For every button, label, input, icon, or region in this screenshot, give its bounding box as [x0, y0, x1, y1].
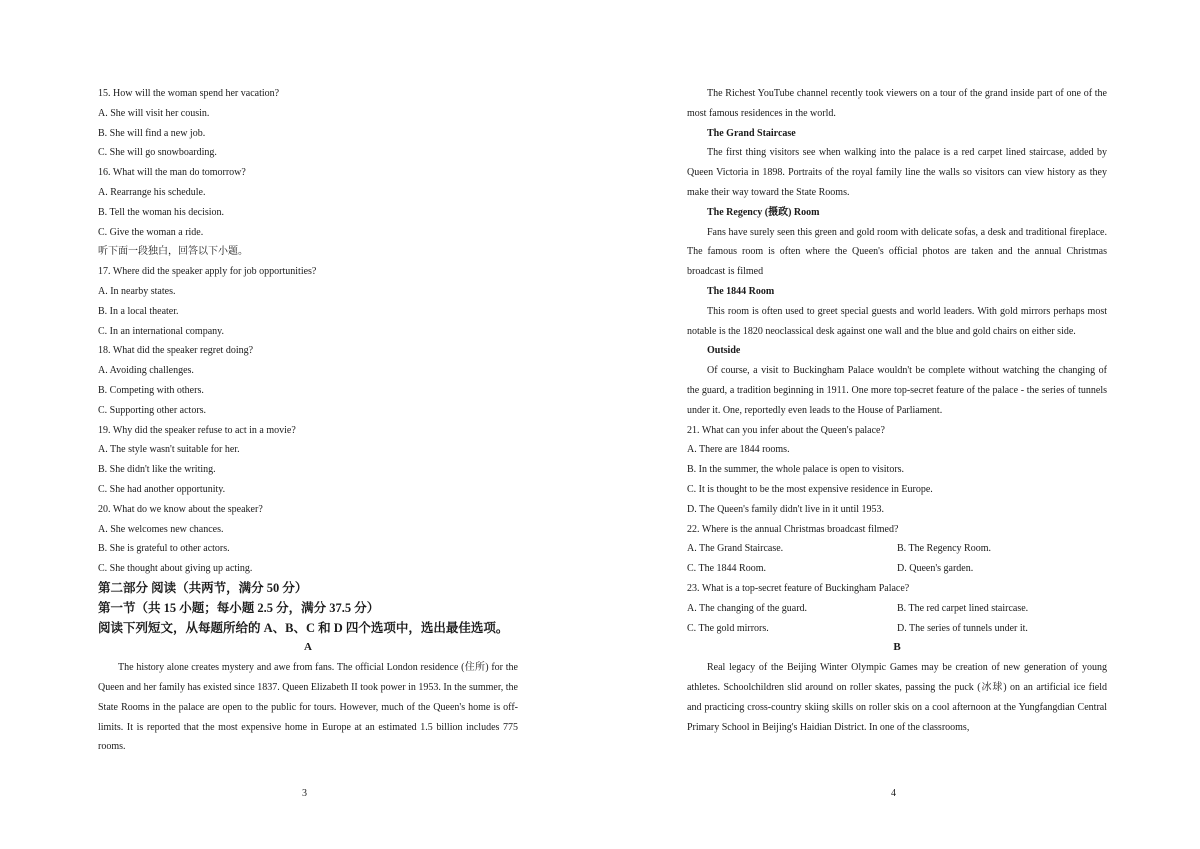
section-grand-staircase — [687, 124, 1107, 203]
option: A. She will visit her cousin. — [98, 107, 210, 119]
option: D. Queen's garden. — [897, 563, 974, 575]
option: B. In a local theater. — [98, 305, 179, 317]
option-row — [687, 619, 1107, 639]
option: A. The changing of the guard. — [687, 602, 808, 614]
question-stem: 23. What is a top-secret feature of Buckingham Palace? — [687, 582, 910, 594]
option: C. Give the woman a ride. — [98, 226, 204, 238]
passage-intro: The Richest YouTube channel recently took viewers on a tour of the grand inside part of one of the most famous residences in the world. — [687, 88, 1107, 119]
question-stem: 16. What will the man do tomorrow? — [98, 167, 246, 179]
option: A. The style wasn't suitable for her. — [98, 444, 240, 456]
section-regency-room — [687, 203, 1107, 282]
section-text: Fans have surely seen this green and gold room with delicate sofas, a desk and traditional fireplace. The famous room is often where the Queen's official photos are taken and the annual Christmas broadcast is filmed — [687, 226, 1107, 278]
passage-a-text: The history alone creates mystery and awe from fans. The official London residence (住所) for the Queen and her family has existed since 1837. Queen Elizabeth II took power in 1953. In the summer, the State Rooms in the palace are open to the public for tours. However, much of the Queen's home is off-limits. It is reported that the most expensive home in Europe at an estimated 1.5 billion includes 775 rooms. — [98, 662, 518, 753]
option: B. The red carpet lined staircase. — [897, 602, 1029, 614]
section-text: This room is often used to greet special guests and world leaders. With gold mirrors perhaps most notable is the 1820 neoclassical desk against one wall and the blue and gold chairs on either side. — [687, 305, 1107, 337]
option: A. The Grand Staircase. — [687, 543, 784, 555]
section-text: The first thing visitors see when walking into the palace is a red carpet lined staircase, added by Queen Victoria in 1898. Portraits of the royal family line the walls so visitors can view history as they make their way toward the State Rooms. — [687, 147, 1107, 198]
question-17 — [98, 262, 518, 341]
option: C. In an international company. — [98, 325, 224, 337]
question-20 — [98, 500, 518, 579]
option: A. Avoiding challenges. — [98, 365, 194, 377]
passage-b-text: Real legacy of the Beijing Winter Olympic Games may be creation of new generation of young athletes. Schoolchildren slid around on roller skates, passing the puck (冰球) on an artificial ice field and practicing cross-country skiing skills on roller skis on a cool afternoon at the Yungfangdian Central Primary School in Beijing's Haidian District. In one of the classrooms, — [687, 662, 1107, 733]
option: B. In the summer, the whole palace is open to visitors. — [687, 464, 905, 476]
option: B. She is grateful to other actors. — [98, 543, 230, 555]
option: C. Supporting other actors. — [98, 404, 207, 416]
option: D. The series of tunnels under it. — [897, 622, 1028, 634]
section-outside — [687, 341, 1107, 420]
section-title: The Regency (摄政) Room — [707, 206, 820, 218]
question-stem: 19. Why did the speaker refuse to act in a movie? — [98, 424, 296, 436]
question-16 — [98, 163, 518, 242]
part-two-heading: 第二部分 阅读（共两节，满分 50 分） — [98, 580, 308, 595]
option: C. She thought about giving up acting. — [98, 563, 253, 575]
section-text: Of course, a visit to Buckingham Palace wouldn't be complete without watching the changing of the guard, a tradition beginning in 1911. One more top-secret feature of the palace - the series of tunnels under it. One, reportedly even leads to the House of Parliament. — [687, 365, 1107, 416]
question-stem: 22. Where is the annual Christmas broadcast filmed? — [687, 523, 899, 535]
option: C. The 1844 Room. — [687, 563, 766, 575]
option: C. She had another opportunity. — [98, 483, 226, 495]
question-22 — [687, 520, 1107, 579]
question-stem: 15. How will the woman spend her vacation? — [98, 88, 280, 99]
right-page — [687, 84, 1107, 737]
question-stem: 18. What did the speaker regret doing? — [98, 345, 254, 357]
question-18 — [98, 341, 518, 420]
option: B. She didn't like the writing. — [98, 464, 216, 476]
page-number: 4 — [891, 788, 896, 799]
question-19 — [98, 421, 518, 500]
question-stem: 21. What can you infer about the Queen's palace? — [687, 424, 885, 436]
option: A. She welcomes new chances. — [98, 523, 224, 535]
option: C. The gold mirrors. — [687, 622, 769, 634]
option: A. In nearby states. — [98, 285, 176, 297]
section-title: Outside — [707, 345, 741, 357]
question-15 — [98, 84, 518, 163]
question-stem: 20. What do we know about the speaker? — [98, 503, 263, 515]
passage-b-label: B — [893, 641, 901, 654]
option: D. The Queen's family didn't live in it until 1953. — [687, 503, 885, 515]
option: A. There are 1844 rooms. — [687, 444, 790, 456]
section-one-heading: 第一节（共 15 小题；每小题 2.5 分，满分 37.5 分） — [98, 600, 380, 615]
option: B. The Regency Room. — [897, 543, 991, 555]
section-title: The Grand Staircase — [707, 127, 796, 139]
question-23 — [687, 579, 1107, 638]
section-title: The 1844 Room — [707, 285, 775, 297]
passage-a-label: A — [304, 641, 312, 654]
option: C. She will go snowboarding. — [98, 147, 217, 159]
listening-instruction: 听下面一段独白，回答以下小题。 — [98, 246, 248, 258]
left-page — [98, 84, 518, 757]
option-row — [687, 599, 1107, 619]
option: B. She will find a new job. — [98, 127, 206, 139]
option-row — [687, 539, 1107, 559]
section-1844-room — [687, 282, 1107, 341]
option: A. Rearrange his schedule. — [98, 186, 206, 198]
option-row — [687, 559, 1107, 579]
question-21 — [687, 421, 1107, 520]
reading-instruction: 阅读下列短文，从每题所给的 A、B、C 和 D 四个选项中，选出最佳选项。 — [98, 620, 509, 635]
question-stem: 17. Where did the speaker apply for job opportunities? — [98, 266, 317, 278]
option: B. Tell the woman his decision. — [98, 206, 225, 218]
option: C. It is thought to be the most expensive residence in Europe. — [687, 483, 933, 495]
page-number: 3 — [302, 788, 307, 799]
option: B. Competing with others. — [98, 384, 204, 396]
